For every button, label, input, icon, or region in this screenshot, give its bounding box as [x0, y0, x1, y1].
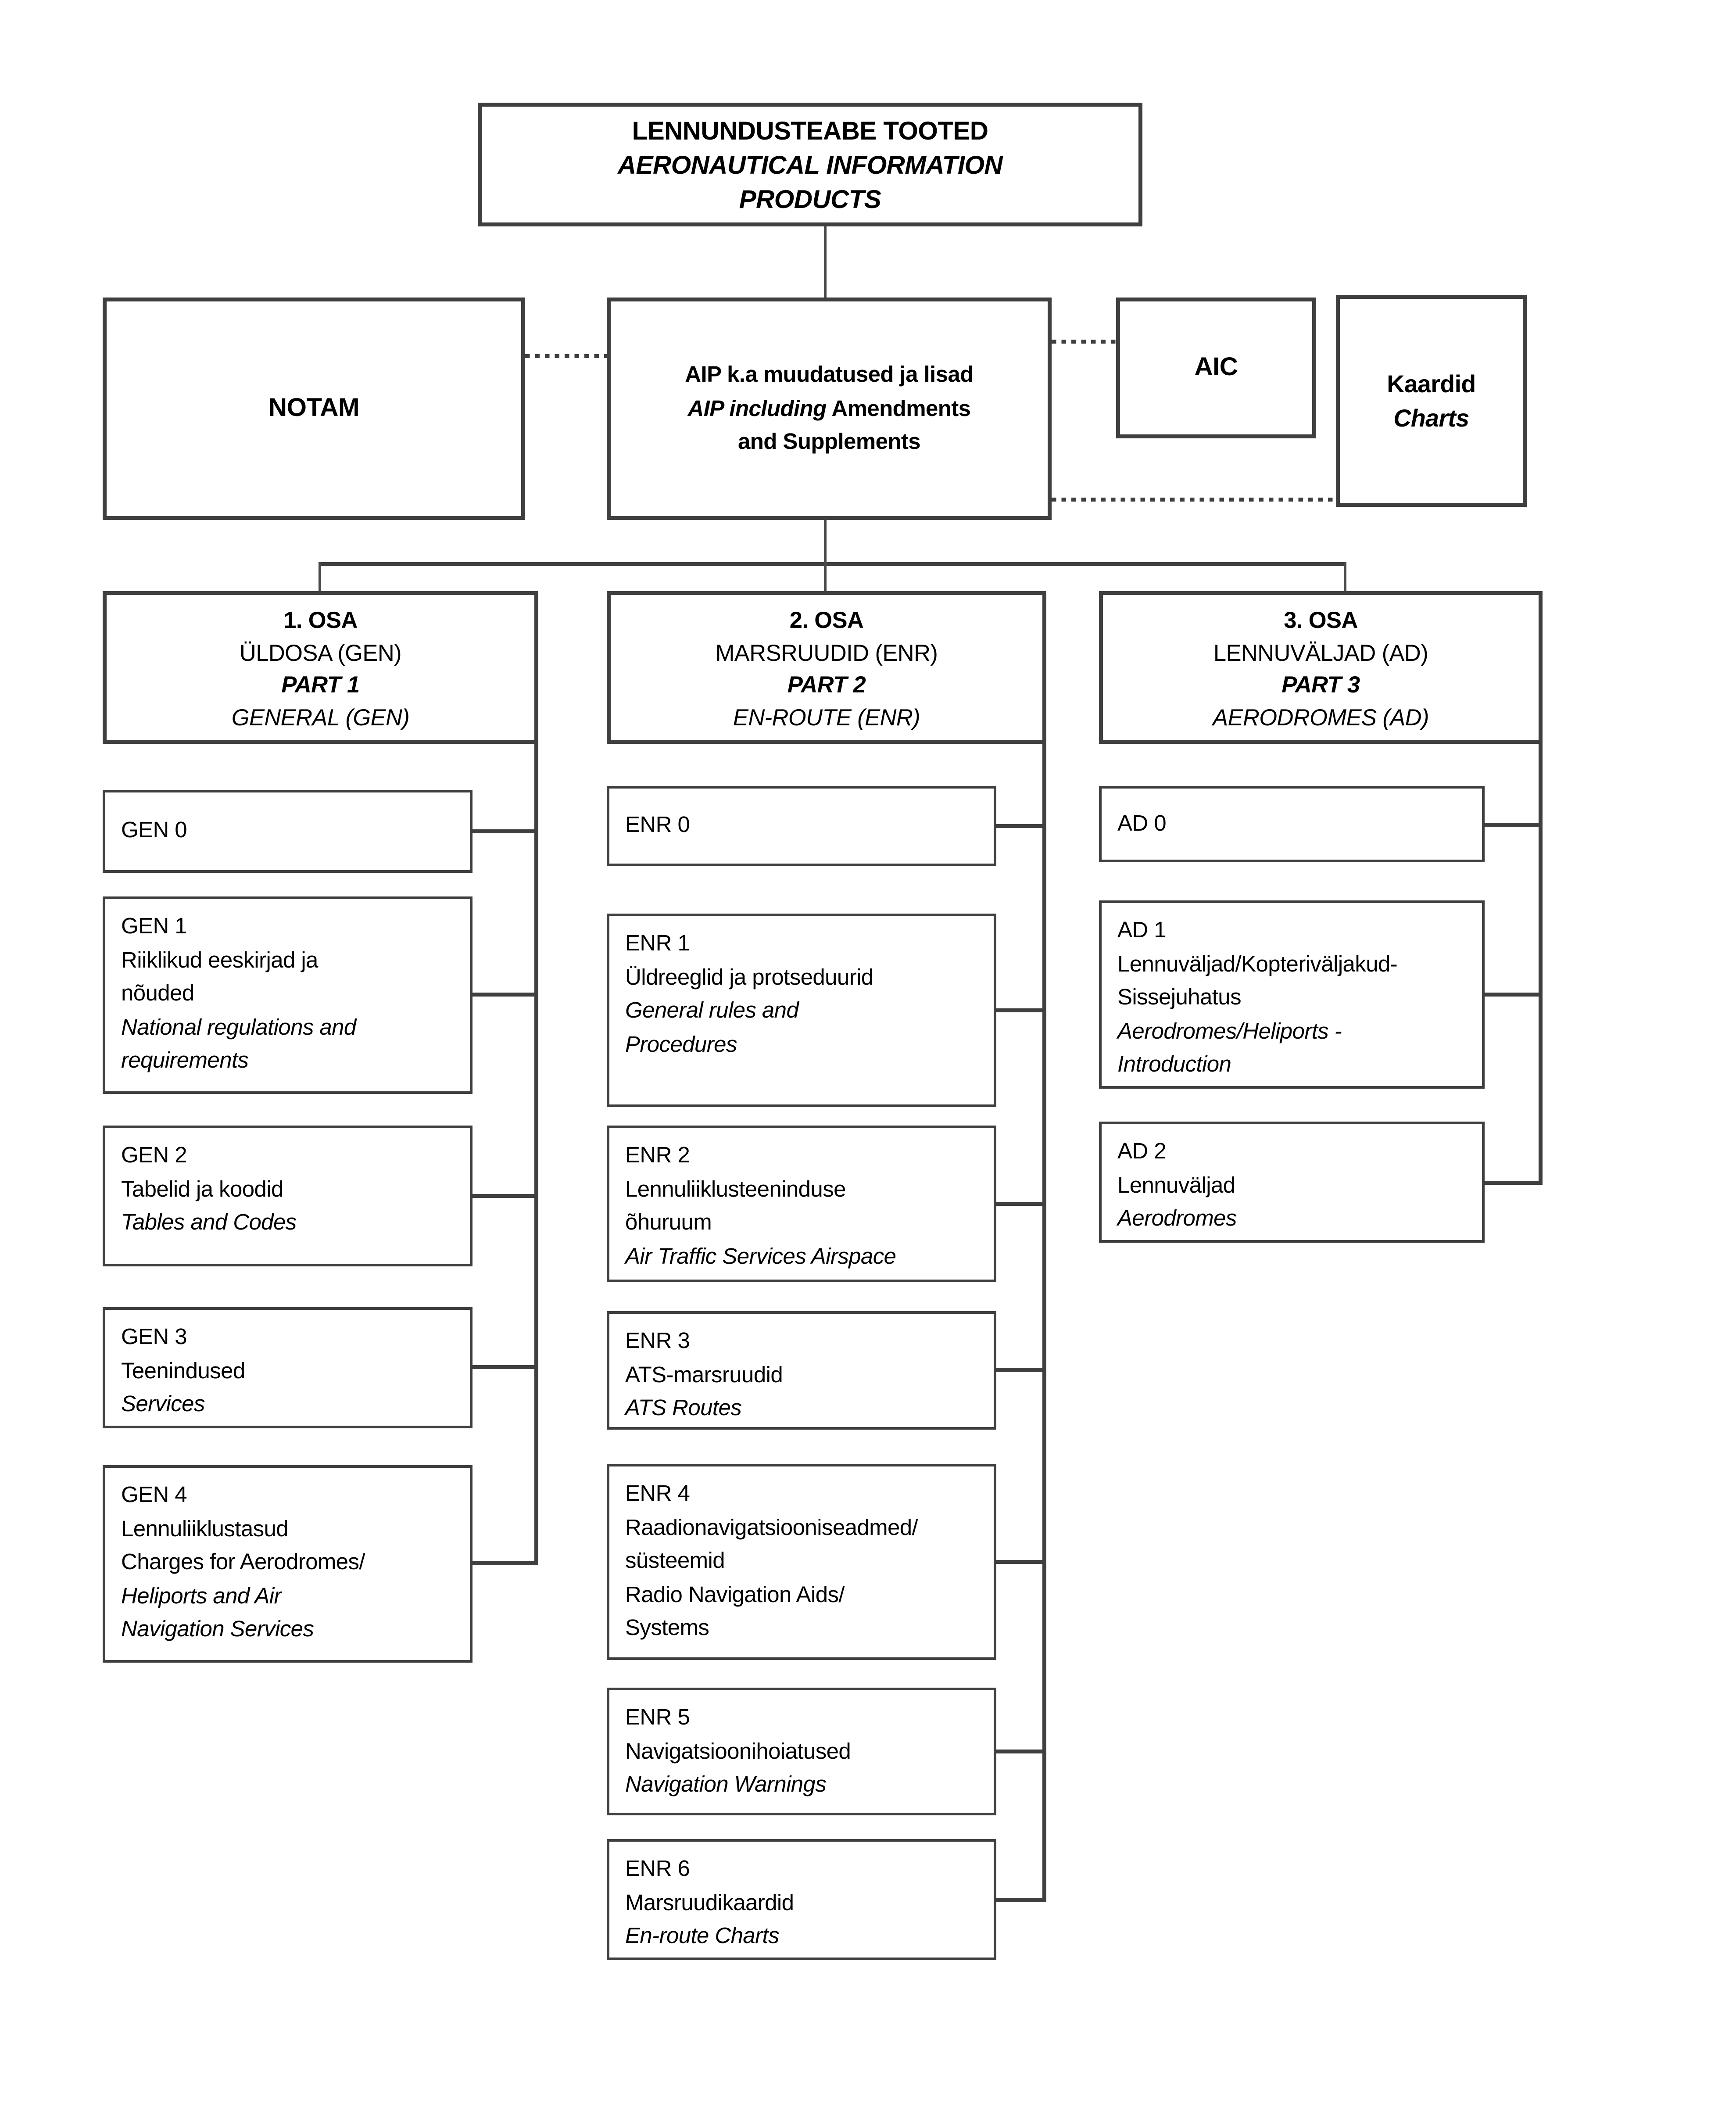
connector-enr2: [996, 1202, 1046, 1206]
enr6-line: Marsruudikaardid: [625, 1889, 794, 1915]
ad2-line: Lennuväljad: [1117, 1172, 1235, 1197]
connector-ad1: [1485, 993, 1543, 997]
connector-ad2: [1485, 1181, 1543, 1185]
enr1-code: ENR 1: [625, 931, 690, 956]
notam-label: NOTAM: [268, 394, 360, 423]
gen1-line: National regulations and: [121, 1014, 356, 1040]
ad1-line: Introduction: [1117, 1052, 1231, 1077]
drop-to-part1: [319, 562, 321, 591]
gen2-line: Tables and Codes: [121, 1210, 297, 1235]
connector-enr6: [996, 1898, 1046, 1902]
part1-part: PART 1: [281, 671, 360, 698]
connector-enr3: [996, 1368, 1046, 1372]
enr4-line: Raadionavigatsiooniseadmed/: [625, 1514, 918, 1540]
ad-trunk: [1539, 744, 1543, 1185]
gen4-box: [103, 1465, 472, 1663]
gen4-line: Lennuliiklustasud: [121, 1516, 289, 1541]
gen4-line: Charges for Aerodromes/: [121, 1549, 365, 1574]
aic-box: [1116, 298, 1316, 438]
connector-enr4: [996, 1560, 1046, 1564]
gen1-line: nõuded: [121, 981, 194, 1006]
connector-root-to-aip: [824, 226, 827, 298]
enr6-box: [607, 1839, 996, 1960]
gen0-box: [103, 790, 472, 873]
part3-part: PART 3: [1281, 671, 1360, 698]
enr1-line: Procedures: [625, 1031, 737, 1057]
enr5-code: ENR 5: [625, 1705, 690, 1730]
enr4-box: [607, 1464, 996, 1660]
aip-box: [607, 298, 1052, 520]
enr3-line: ATS Routes: [625, 1395, 742, 1420]
gen1-line: Riiklikud eeskirjad ja: [121, 947, 318, 972]
connector-gen4: [472, 1561, 538, 1565]
ad0-code: AD 0: [1117, 811, 1166, 836]
gen2-code: GEN 2: [121, 1143, 187, 1168]
dashed-link-aip-charts: [1052, 498, 1336, 501]
enr2-line: õhuruum: [625, 1210, 712, 1235]
enr5-line: Navigatsioonihoiatused: [625, 1738, 851, 1764]
connector-enr5: [996, 1750, 1046, 1753]
gen2-box: [103, 1126, 472, 1266]
enr5-line: Navigation Warnings: [625, 1772, 827, 1797]
enr2-line: Lennuliiklusteeninduse: [625, 1176, 846, 1201]
connector-ad0: [1485, 823, 1543, 827]
ad2-code: AD 2: [1117, 1139, 1166, 1164]
enr2-line: Air Traffic Services Airspace: [625, 1243, 896, 1269]
ad1-line: Lennuväljad/Kopteriväljakud-: [1117, 951, 1398, 976]
dashed-link-aip-aic: [1052, 340, 1116, 343]
ad1-code: AD 1: [1117, 918, 1166, 943]
enr5-box: [607, 1688, 996, 1815]
part2-name-en: EN-ROUTE (ENR): [733, 703, 920, 730]
part2-osa: 2. OSA: [789, 607, 864, 633]
aip-line-en-1: [688, 392, 971, 426]
enr3-code: ENR 3: [625, 1328, 690, 1353]
enr2-code: ENR 2: [625, 1143, 690, 1168]
aip-line-en-1-rest: Amendments: [831, 396, 971, 421]
connector-aip-to-branch: [824, 520, 827, 563]
connector-gen2: [472, 1194, 538, 1198]
aip-line-en-2: and Supplements: [737, 429, 921, 455]
gen1-line: requirements: [121, 1048, 249, 1073]
gen4-line: Heliports and Air: [121, 1583, 281, 1608]
ad2-box: [1099, 1122, 1485, 1243]
gen4-code: GEN 4: [121, 1482, 187, 1507]
gen2-line: Tabelid ja koodid: [121, 1176, 283, 1201]
enr4-line: Systems: [625, 1615, 709, 1640]
enr4-line: Radio Navigation Aids/: [625, 1581, 845, 1607]
connector-gen0: [472, 829, 538, 833]
part1-header-box: [103, 591, 538, 744]
enr-trunk: [1042, 744, 1046, 1902]
enr4-line: süsteemid: [625, 1548, 725, 1573]
enr6-code: ENR 6: [625, 1856, 690, 1881]
connector-enr0: [996, 824, 1046, 828]
ad1-line: Aerodromes/Heliports -: [1117, 1018, 1342, 1043]
gen1-box: [103, 896, 472, 1094]
gen-trunk: [534, 744, 538, 1565]
enr0-code: ENR 0: [625, 812, 690, 837]
gen4-line: Navigation Services: [121, 1617, 314, 1642]
part3-name-en: AERODROMES (AD): [1213, 703, 1429, 730]
ad1-box: [1099, 900, 1485, 1089]
connector-gen3: [472, 1365, 538, 1369]
part1-name-en: GENERAL (GEN): [231, 703, 410, 730]
charts-label-et: Kaardid: [1387, 369, 1476, 397]
part2-name-et: MARSRUUDID (ENR): [715, 639, 938, 666]
branch-bar: [319, 562, 1346, 566]
enr6-line: En-route Charts: [625, 1923, 779, 1948]
part2-part: PART 2: [787, 671, 866, 698]
enr4-code: ENR 4: [625, 1481, 690, 1506]
charts-label-en: Charts: [1393, 403, 1469, 431]
part1-name-et: ÜLDOSA (GEN): [239, 639, 402, 666]
drop-to-part2: [824, 562, 827, 594]
enr1-box: [607, 914, 996, 1107]
gen0-code: GEN 0: [121, 817, 187, 843]
enr0-box: [607, 786, 996, 866]
aip-line-en-1-italic: AIP including: [687, 396, 827, 421]
connector-gen1: [472, 993, 538, 997]
ad1-line: Sissejuhatus: [1117, 985, 1241, 1010]
enr1-line: General rules and: [625, 998, 799, 1023]
gen3-code: GEN 3: [121, 1324, 187, 1349]
gen3-line: Teenindused: [121, 1358, 245, 1383]
root-title-en-1: AERONAUTICAL INFORMATION: [617, 151, 1003, 180]
part1-osa: 1. OSA: [283, 607, 358, 633]
part3-header-box: [1099, 591, 1543, 744]
root-title-et: LENNUNDUSTEABE TOOTED: [632, 117, 988, 146]
charts-box: [1336, 295, 1527, 507]
gen3-box: [103, 1307, 472, 1428]
drop-to-part3: [1344, 562, 1346, 594]
aip-line-et: AIP k.a muudatused ja lisad: [685, 362, 974, 387]
enr3-box: [607, 1311, 996, 1430]
part2-header-box: [607, 591, 1046, 744]
connector-enr1: [996, 1008, 1046, 1012]
part3-osa: 3. OSA: [1284, 607, 1358, 633]
enr1-line: Üldreeglid ja protseduurid: [625, 964, 873, 990]
dashed-link-notam-aip: [525, 354, 607, 358]
gen1-code: GEN 1: [121, 914, 187, 939]
aic-label: AIC: [1194, 353, 1238, 382]
root-box-aeronautical-information-products: [478, 103, 1142, 226]
enr3-line: ATS-marsruudid: [625, 1362, 783, 1387]
enr2-box: [607, 1126, 996, 1282]
gen3-line: Services: [121, 1391, 205, 1416]
ad0-box: [1099, 786, 1485, 862]
part3-name-et: LENNUVÄLJAD (AD): [1213, 639, 1428, 666]
root-title-en-2: PRODUCTS: [739, 186, 881, 215]
notam-box: [103, 298, 525, 520]
ad2-line: Aerodromes: [1117, 1206, 1237, 1231]
